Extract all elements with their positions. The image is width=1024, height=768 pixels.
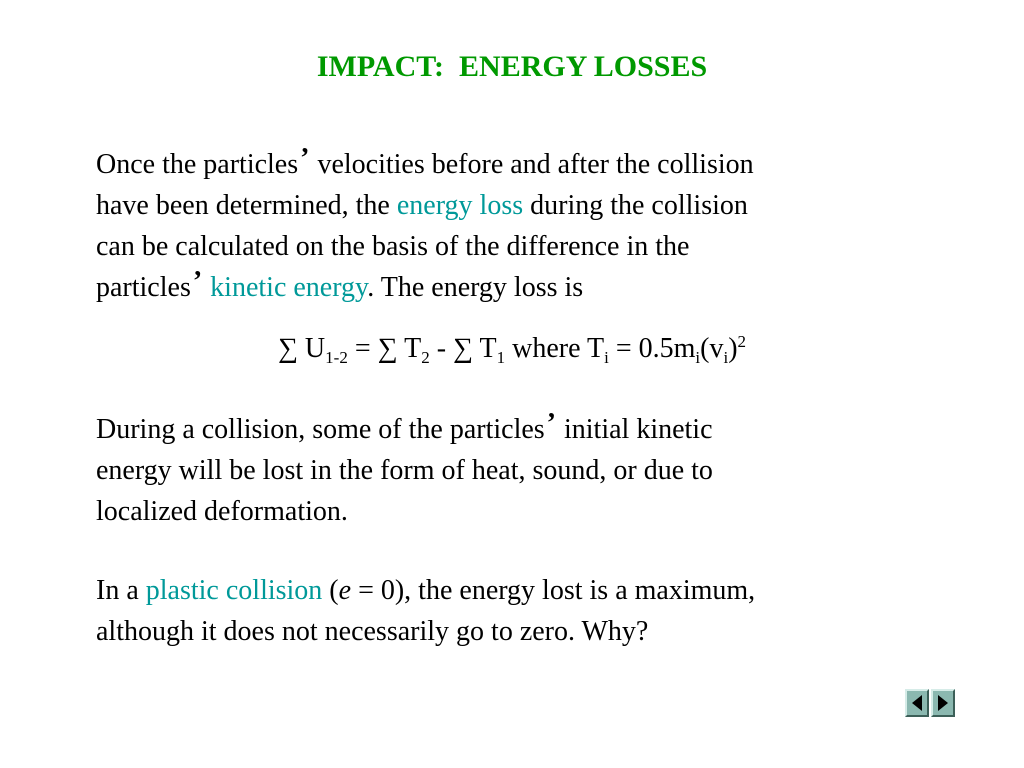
eq-U-sub: 1-2: [325, 348, 348, 367]
eq-where: where T: [505, 333, 605, 364]
eq-exponent: 2: [737, 332, 747, 351]
paragraph-line: can be calculated on the basis of the difference in the: [96, 231, 690, 262]
text-run: initial kinetic: [564, 414, 713, 445]
eq-T2-sub: 2: [421, 348, 430, 367]
paragraph-line: [96, 185, 926, 226]
paragraph-collision-losses: [96, 409, 926, 532]
paragraph-energy-loss: [96, 144, 926, 308]
term-plastic-collision: plastic collision: [145, 575, 323, 606]
paragraph-plastic-collision: [96, 570, 926, 652]
slide-title: IMPACT: ENERGY LOSSES: [316, 50, 708, 83]
text-run: particles: [96, 272, 191, 303]
eq-T1: T: [473, 333, 497, 364]
text-run: during the collision: [523, 190, 748, 221]
sum-symbol: ∑: [277, 333, 298, 364]
paragraph-line: [96, 570, 926, 611]
eq-paren-open: (v: [700, 333, 724, 364]
eq-U: U: [297, 333, 326, 364]
apostrophe: ’: [300, 143, 310, 174]
text-run: velocities before and after the collision: [317, 149, 754, 180]
eq-minus: -: [429, 333, 454, 364]
paragraph-line: energy will be lost in the form of heat, sound, or due to: [96, 455, 713, 486]
symbol-e: e: [338, 575, 352, 606]
energy-loss-equation: [0, 321, 1024, 378]
eq-paren-close: ): [728, 333, 738, 364]
apostrophe: ’: [546, 408, 556, 439]
text-run: . The energy loss is: [367, 272, 584, 303]
text-run: (: [322, 575, 339, 606]
previous-slide-button[interactable]: [905, 689, 929, 717]
text-run: In a: [96, 575, 146, 606]
next-slide-button[interactable]: [931, 689, 955, 717]
eq-equals: =: [347, 333, 378, 364]
term-kinetic-energy: kinetic energy: [210, 272, 368, 303]
eq-T2: T: [397, 333, 422, 364]
text-run: During a collision, some of the particles: [96, 414, 545, 445]
eq-rhs: = 0.5m: [608, 333, 696, 364]
text-run: = 0), the energy lost is a maximum,: [351, 575, 756, 606]
eq-Ti-sub: i: [604, 348, 609, 367]
paragraph-line: [96, 144, 926, 185]
sum-symbol: ∑: [377, 333, 398, 364]
slide-navigation: [905, 689, 957, 717]
text-run: Once the particles: [96, 149, 299, 180]
eq-m-sub: i: [695, 348, 701, 367]
apostrophe: ’: [192, 266, 203, 297]
sum-symbol: ∑: [453, 333, 473, 364]
paragraph-line: although it does not necessarily go to zero. Why?: [96, 616, 649, 647]
paragraph-line: localized deformation.: [96, 496, 348, 527]
eq-v-sub: i: [723, 348, 729, 367]
eq-T1-sub: 1: [496, 348, 506, 367]
triangle-right-icon: [935, 693, 951, 713]
paragraph-line: [96, 267, 926, 308]
triangle-left-icon: [909, 693, 925, 713]
paragraph-line: [96, 409, 926, 450]
term-energy-loss: energy loss: [396, 190, 524, 221]
text-run: have been determined, the: [96, 190, 397, 221]
